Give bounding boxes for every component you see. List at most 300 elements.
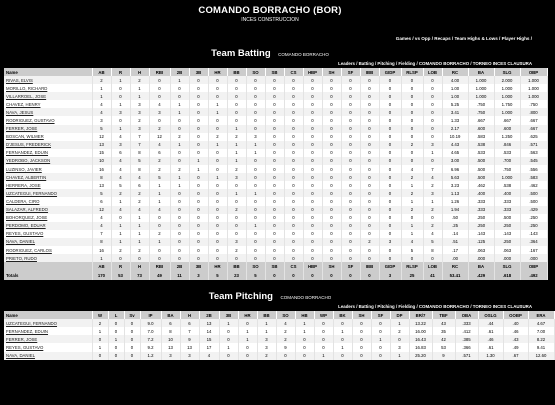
stat-cell: 4 xyxy=(92,214,111,222)
column-header[interactable]: 3B xyxy=(219,311,238,319)
stat-cell: 14 xyxy=(199,327,219,335)
column-header[interactable]: 2B xyxy=(199,311,219,319)
stat-cell: 16.43 xyxy=(409,335,432,343)
stat-cell: 0 xyxy=(265,133,284,141)
player-name-link[interactable]: UZCATEGUI, FERNANDO xyxy=(4,189,92,197)
stat-cell: 0 xyxy=(322,92,341,100)
column-header[interactable]: IBB xyxy=(360,68,379,76)
stat-cell: 5 xyxy=(423,238,442,246)
stat-cell: .333 xyxy=(468,206,494,214)
stat-cell: 10 xyxy=(161,335,180,343)
column-header[interactable]: SH xyxy=(352,311,371,319)
stat-cell: 0 xyxy=(189,197,208,205)
stat-cell: .44 xyxy=(478,319,503,327)
stat-cell: 0 xyxy=(341,246,360,254)
stat-cell: 6.96 xyxy=(442,165,468,173)
stat-cell: .400 xyxy=(468,189,494,197)
stat-cell: 1.000 xyxy=(520,92,547,100)
stat-cell: 8 xyxy=(130,165,149,173)
stat-cell: .600 xyxy=(494,125,520,133)
stat-cell: 0 xyxy=(401,133,423,141)
column-header[interactable]: R xyxy=(111,68,130,76)
stat-cell: 1.00 xyxy=(442,84,468,92)
column-header[interactable]: RBI xyxy=(149,68,170,76)
stat-cell: 0 xyxy=(322,214,341,222)
stat-cell: 0 xyxy=(341,92,360,100)
stat-cell: 0 xyxy=(219,352,238,360)
column-header[interactable]: RLSP xyxy=(401,262,423,271)
column-header[interactable] xyxy=(4,262,92,271)
stat-cell: 0 xyxy=(246,125,265,133)
stat-cell: 0 xyxy=(303,100,322,108)
stat-cell: 1 xyxy=(170,141,189,149)
column-header[interactable]: BA xyxy=(161,311,180,319)
column-header[interactable]: AB xyxy=(92,262,111,271)
team-nav-links[interactable]: Games / vs Opp / Recaps / Team Highs & Lows / Player Highs / xyxy=(395,36,532,41)
stat-cell: 1 xyxy=(130,230,149,238)
totals-row xyxy=(4,271,547,280)
stat-cell: .000 xyxy=(520,254,547,262)
stat-cell: 0 xyxy=(322,197,341,205)
stat-cell: 0 xyxy=(284,181,303,189)
column-header[interactable]: BA xyxy=(468,68,494,76)
column-header[interactable]: SF xyxy=(341,262,360,271)
stat-cell: 16.83 xyxy=(409,343,432,351)
stat-cell: 2 xyxy=(423,181,442,189)
stat-cell: 0 xyxy=(423,116,442,124)
column-header[interactable]: SLG xyxy=(494,68,520,76)
stat-cell: 0 xyxy=(189,141,208,149)
player-row xyxy=(4,173,547,181)
stat-cell: 4 xyxy=(130,206,149,214)
stat-cell: .063 xyxy=(468,246,494,254)
stat-cell: .625 xyxy=(520,133,547,141)
stat-cell: 1.000 xyxy=(494,84,520,92)
stat-cell: 0 xyxy=(227,254,246,262)
column-header[interactable]: SF xyxy=(341,68,360,76)
column-header[interactable]: SF xyxy=(371,311,390,319)
stat-cell: .700 xyxy=(494,157,520,165)
column-header[interactable]: TBF xyxy=(432,311,455,319)
stat-cell: 1.750 xyxy=(494,100,520,108)
stat-cell: 12 xyxy=(92,133,111,141)
stat-cell: 0 xyxy=(284,84,303,92)
column-header[interactable]: SB xyxy=(265,68,284,76)
stat-cell: 4 xyxy=(111,133,130,141)
stat-cell: 4 xyxy=(149,100,170,108)
stat-cell: 0 xyxy=(390,335,409,343)
column-header[interactable]: 2B xyxy=(170,262,189,271)
player-name-link[interactable]: FERNANDEZ, EDUIN xyxy=(4,327,92,335)
stat-cell: 0 xyxy=(333,352,352,360)
stat-cell: 0 xyxy=(303,116,322,124)
stat-cell: 1 xyxy=(130,84,149,92)
stat-cell: 0 xyxy=(227,116,246,124)
player-name-link[interactable]: NAVA, DANIEL xyxy=(4,238,92,246)
stat-cell: 8 xyxy=(423,246,442,254)
stat-cell: 2 xyxy=(257,352,276,360)
stat-cell: 1 xyxy=(238,327,257,335)
player-row xyxy=(4,327,554,335)
stat-cell: 0 xyxy=(238,352,257,360)
stat-cell: 1 xyxy=(111,100,130,108)
stat-cell: 1 xyxy=(92,92,111,100)
stat-cell: 1 xyxy=(219,319,238,327)
column-header[interactable]: IP xyxy=(140,311,161,319)
stat-cell: 0 xyxy=(423,214,442,222)
player-name-link[interactable]: FERRER, JOSE xyxy=(4,335,92,343)
stat-cell: 0 xyxy=(322,141,341,149)
stat-cell: 2 xyxy=(111,189,130,197)
player-name-link[interactable]: RIVAS, ELVIS xyxy=(4,76,92,84)
column-header[interactable]: BB xyxy=(257,311,276,319)
stat-cell: 1 xyxy=(111,230,130,238)
column-header[interactable]: Sv xyxy=(124,311,140,319)
column-header[interactable]: HR xyxy=(208,262,227,271)
column-header[interactable]: ERA xyxy=(528,311,554,319)
stat-cell: 2 xyxy=(130,116,149,124)
column-header[interactable]: AB xyxy=(92,68,111,76)
column-header[interactable]: CS xyxy=(284,262,303,271)
column-header[interactable]: H xyxy=(130,68,149,76)
stat-cell: 0 xyxy=(111,116,130,124)
stat-cell: 3 xyxy=(423,141,442,149)
stat-cell: 0 xyxy=(341,238,360,246)
stat-cell: 0 xyxy=(322,116,341,124)
stat-cell: 0 xyxy=(189,238,208,246)
stat-cell: 0 xyxy=(322,230,341,238)
player-name-link[interactable]: LUZINSO, JAVIER xyxy=(4,165,92,173)
column-header[interactable]: DP xyxy=(390,311,409,319)
column-header[interactable]: Name xyxy=(4,311,92,319)
player-name-link[interactable]: D'JESUS, FREDERICK xyxy=(4,141,92,149)
pitching-section-title xyxy=(0,287,540,303)
stat-cell: .462 xyxy=(468,181,494,189)
player-name-link[interactable]: UZCATEGUI, FERNANDO xyxy=(4,319,92,327)
stat-cell: .750 xyxy=(468,108,494,116)
stat-cell: 0 xyxy=(379,108,401,116)
column-header[interactable]: SB xyxy=(265,262,284,271)
stat-cell: .143 xyxy=(520,230,547,238)
player-name-link[interactable]: FERNANDEZ, EDUIN xyxy=(4,149,92,157)
stat-cell: 0 xyxy=(208,116,227,124)
player-name-link[interactable]: MORILLO, RICHARD xyxy=(4,84,92,92)
stat-cell: 0 xyxy=(108,319,124,327)
stat-cell: 1 xyxy=(371,335,390,343)
stat-cell: 0 xyxy=(208,246,227,254)
stat-cell: 0 xyxy=(265,254,284,262)
column-header[interactable]: OSLG xyxy=(478,311,503,319)
stat-cell: 4 xyxy=(92,108,111,116)
stat-cell: .750 xyxy=(494,165,520,173)
stat-cell: 1 xyxy=(130,214,149,222)
stat-cell: 1 xyxy=(401,230,423,238)
stat-cell: 1 xyxy=(208,173,227,181)
stat-cell: .063 xyxy=(494,246,520,254)
player-name-link[interactable]: VILLARROEL, JOSE xyxy=(4,92,92,100)
stat-cell: 0 xyxy=(189,84,208,92)
stat-cell: 0 xyxy=(423,125,442,133)
stat-cell: 0 xyxy=(189,108,208,116)
player-row xyxy=(4,206,547,214)
stat-cell: 0 xyxy=(265,116,284,124)
column-header[interactable]: CS xyxy=(284,68,303,76)
column-header[interactable]: RC xyxy=(442,68,468,76)
column-header[interactable]: OBP xyxy=(520,68,547,76)
stat-cell: 7 xyxy=(130,133,149,141)
stat-cell: 0 xyxy=(379,125,401,133)
stat-cell: 25.20 xyxy=(409,352,432,360)
stat-cell: 0 xyxy=(341,230,360,238)
column-header[interactable]: GIDP xyxy=(379,68,401,76)
player-name-link[interactable]: REYES, GUSTAVO xyxy=(4,230,92,238)
stat-cell: 3 xyxy=(149,108,170,116)
pitching-breadcrumb[interactable]: Leaders / Batting / Pitching / Fielding / COMANDO BORRACHO / TORNEO INCES CLAUSURA xyxy=(338,304,532,310)
stat-cell: 0 xyxy=(423,84,442,92)
stat-cell: 0 xyxy=(170,197,189,205)
stat-cell: 1 xyxy=(257,327,276,335)
stat-cell: 7 xyxy=(180,327,199,335)
stat-cell: 0 xyxy=(303,230,322,238)
player-row xyxy=(4,335,554,343)
stat-cell: 3 xyxy=(227,173,246,181)
column-header[interactable]: RLSP xyxy=(401,68,423,76)
stat-cell: 3.00 xyxy=(442,157,468,165)
column-header[interactable]: HR xyxy=(208,68,227,76)
player-name-link[interactable]: BOSCAN, WILMER xyxy=(4,133,92,141)
stat-cell: 0 xyxy=(352,319,371,327)
stat-cell: .333 xyxy=(494,206,520,214)
player-name-link[interactable]: FERRER, JOSE xyxy=(4,125,92,133)
stat-cell: .800 xyxy=(520,108,547,116)
column-header[interactable]: OBA xyxy=(455,311,478,319)
stat-cell: 0 xyxy=(379,149,401,157)
stat-cell: 0 xyxy=(322,222,341,230)
column-header[interactable]: HB xyxy=(295,311,314,319)
column-header[interactable]: H xyxy=(180,311,199,319)
stat-cell: 0 xyxy=(379,206,401,214)
stat-cell: 1 xyxy=(423,197,442,205)
stat-cell: 0 xyxy=(341,76,360,84)
stat-cell: 0 xyxy=(360,214,379,222)
column-header[interactable]: BR/7 xyxy=(409,311,432,319)
stat-cell: 2 xyxy=(360,238,379,246)
stat-cell: 6 xyxy=(130,181,149,189)
stat-cell: 12 xyxy=(149,133,170,141)
stat-cell: 1 xyxy=(401,181,423,189)
stat-cell: 0 xyxy=(303,181,322,189)
stat-cell: 0 xyxy=(303,173,322,181)
column-header[interactable]: SO xyxy=(246,68,265,76)
stat-cell: 9 xyxy=(432,352,455,360)
stat-cell: 0 xyxy=(124,327,140,335)
column-header[interactable]: BK xyxy=(333,311,352,319)
column-header[interactable]: LOB xyxy=(423,262,442,271)
stat-cell: 0 xyxy=(189,246,208,254)
total-cell: 5 xyxy=(246,271,265,280)
stat-cell: 0 xyxy=(360,133,379,141)
player-name-link[interactable]: PRIETO, RUDO xyxy=(4,254,92,262)
column-header[interactable]: SH xyxy=(322,68,341,76)
stat-cell: 0 xyxy=(130,254,149,262)
pitching-table xyxy=(4,311,555,359)
stat-cell: 0 xyxy=(265,197,284,205)
player-name-link[interactable]: NAVA, DANIEL xyxy=(4,352,92,360)
stat-cell: 0 xyxy=(423,157,442,165)
player-name-link[interactable]: RODRIGUEZ, CARLOS xyxy=(4,246,92,254)
stat-cell: 0 xyxy=(189,92,208,100)
stat-cell: 13 xyxy=(199,319,219,327)
stat-cell: 0 xyxy=(303,214,322,222)
stat-cell: 0 xyxy=(295,343,314,351)
stat-cell: 0 xyxy=(303,246,322,254)
stat-cell: 0 xyxy=(265,173,284,181)
stat-cell: 1.000 xyxy=(468,92,494,100)
stat-cell: 0 xyxy=(208,76,227,84)
stat-cell: 0 xyxy=(149,214,170,222)
stat-cell: 2 xyxy=(401,189,423,197)
column-header[interactable]: W xyxy=(92,311,108,319)
stat-cell: 1 xyxy=(130,222,149,230)
player-name-link[interactable]: CHAVEZ, HENRY xyxy=(4,100,92,108)
stat-cell: .500 xyxy=(468,165,494,173)
column-header[interactable]: SLG xyxy=(494,262,520,271)
column-header[interactable]: Name xyxy=(4,68,92,76)
stat-cell: 0 xyxy=(401,84,423,92)
stat-cell: 2 xyxy=(401,141,423,149)
stat-cell: 0 xyxy=(322,133,341,141)
column-header[interactable]: SO xyxy=(276,311,295,319)
total-cell: 53.41 xyxy=(442,271,468,280)
stat-cell: 0 xyxy=(246,100,265,108)
column-header[interactable]: 2B xyxy=(170,68,189,76)
column-header[interactable]: GIDP xyxy=(379,262,401,271)
stat-cell: 16.00 xyxy=(409,327,432,335)
stat-cell: 0 xyxy=(265,92,284,100)
stat-cell: 0 xyxy=(423,92,442,100)
player-row xyxy=(4,352,554,360)
stat-cell: 0 xyxy=(124,335,140,343)
stat-cell: 2 xyxy=(276,335,295,343)
player-name-link[interactable]: BOHORQUEZ, JOSE xyxy=(4,214,92,222)
player-name-link[interactable]: SALAZAR, ALFREDO xyxy=(4,206,92,214)
stat-cell: 0 xyxy=(170,238,189,246)
column-header[interactable]: 3B xyxy=(189,68,208,76)
column-header[interactable]: HR xyxy=(238,311,257,319)
column-header[interactable]: HBP xyxy=(303,68,322,76)
stat-cell: 0 xyxy=(189,125,208,133)
total-cell: 0 xyxy=(360,271,379,280)
column-header[interactable]: SH xyxy=(322,262,341,271)
stat-cell: 0 xyxy=(108,327,124,335)
player-row xyxy=(4,181,547,189)
column-header[interactable]: HBP xyxy=(303,262,322,271)
column-header[interactable]: BB xyxy=(227,68,246,76)
stat-cell: 0 xyxy=(265,222,284,230)
stat-cell: 0 xyxy=(170,230,189,238)
column-header[interactable]: 3B xyxy=(189,262,208,271)
total-cell: 73 xyxy=(130,271,149,280)
player-name-link[interactable]: HERRERA, JOSE xyxy=(4,181,92,189)
stat-cell: 0 xyxy=(208,181,227,189)
column-header[interactable]: SO xyxy=(246,262,265,271)
stat-cell: 0 xyxy=(360,254,379,262)
stat-cell: 1 xyxy=(314,352,333,360)
column-header[interactable]: BA xyxy=(468,262,494,271)
stat-cell: 0 xyxy=(371,327,390,335)
stat-cell: 7 xyxy=(130,141,149,149)
stat-cell: 0 xyxy=(276,352,295,360)
stat-cell: 0 xyxy=(208,206,227,214)
column-header[interactable]: RBI xyxy=(149,262,170,271)
column-header[interactable]: OOBP xyxy=(503,311,528,319)
stat-cell: 1 xyxy=(227,125,246,133)
stat-cell: 0 xyxy=(265,157,284,165)
stat-cell: 0 xyxy=(246,197,265,205)
stat-cell: 0 xyxy=(246,206,265,214)
column-header[interactable]: OBP xyxy=(520,262,547,271)
stat-cell: 4 xyxy=(401,165,423,173)
stat-cell: 0 xyxy=(265,141,284,149)
player-name-link[interactable]: CALDERA, CIRO xyxy=(4,197,92,205)
column-header[interactable]: H xyxy=(130,262,149,271)
stat-cell: 9 xyxy=(180,335,199,343)
stat-cell: 2 xyxy=(170,133,189,141)
column-header[interactable]: WP xyxy=(314,311,333,319)
stat-cell: 0 xyxy=(341,165,360,173)
stat-cell: 1 xyxy=(390,319,409,327)
stat-cell: 0 xyxy=(341,125,360,133)
stat-cell: 0 xyxy=(111,92,130,100)
stat-cell: 0 xyxy=(208,254,227,262)
stat-cell: .50 xyxy=(442,214,468,222)
stat-cell: 0 xyxy=(284,133,303,141)
stat-cell: 4.67 xyxy=(528,319,554,327)
stat-cell: 0 xyxy=(227,84,246,92)
stat-cell: 0 xyxy=(189,133,208,141)
stat-cell: 0 xyxy=(284,116,303,124)
player-name-link[interactable]: NAVA, JESUS xyxy=(4,108,92,116)
stat-cell: 8 xyxy=(130,149,149,157)
stat-cell: 0 xyxy=(303,189,322,197)
stat-cell: 0 xyxy=(284,149,303,157)
player-name-link[interactable]: CHAVEZ, ALBERTIN xyxy=(4,173,92,181)
batting-breadcrumb[interactable]: Leaders / Batting / Pitching / Fielding / COMANDO BORRACHO / TORNEO INCES CLAUSURA xyxy=(338,61,532,66)
stat-cell: 0 xyxy=(265,100,284,108)
player-row xyxy=(4,157,547,165)
column-header[interactable]: L xyxy=(108,311,124,319)
stat-cell: .143 xyxy=(494,230,520,238)
player-name-link[interactable]: PERDOMO, EDUAR xyxy=(4,222,92,230)
stat-cell: 2 xyxy=(276,327,295,335)
column-header[interactable]: RC xyxy=(442,262,468,271)
column-header[interactable]: IBB xyxy=(360,262,379,271)
column-header[interactable]: R xyxy=(111,262,130,271)
stat-cell: 0 xyxy=(303,197,322,205)
stat-cell: .385 xyxy=(455,335,478,343)
player-name-link[interactable]: YEDROBO, JACKSON xyxy=(4,157,92,165)
stat-cell: 1 xyxy=(149,238,170,246)
stat-cell: 0 xyxy=(341,133,360,141)
column-header[interactable]: LOB xyxy=(423,68,442,76)
player-name-link[interactable]: RODRIGUEZ, GUSTAVO xyxy=(4,116,92,124)
stat-cell: 1 xyxy=(295,319,314,327)
stat-cell: 0 xyxy=(170,246,189,254)
stat-cell: 0 xyxy=(124,352,140,360)
player-name-link[interactable]: REYES, GUSTAVO xyxy=(4,343,92,351)
column-header[interactable]: BB xyxy=(227,262,246,271)
stat-cell: 0 xyxy=(265,230,284,238)
